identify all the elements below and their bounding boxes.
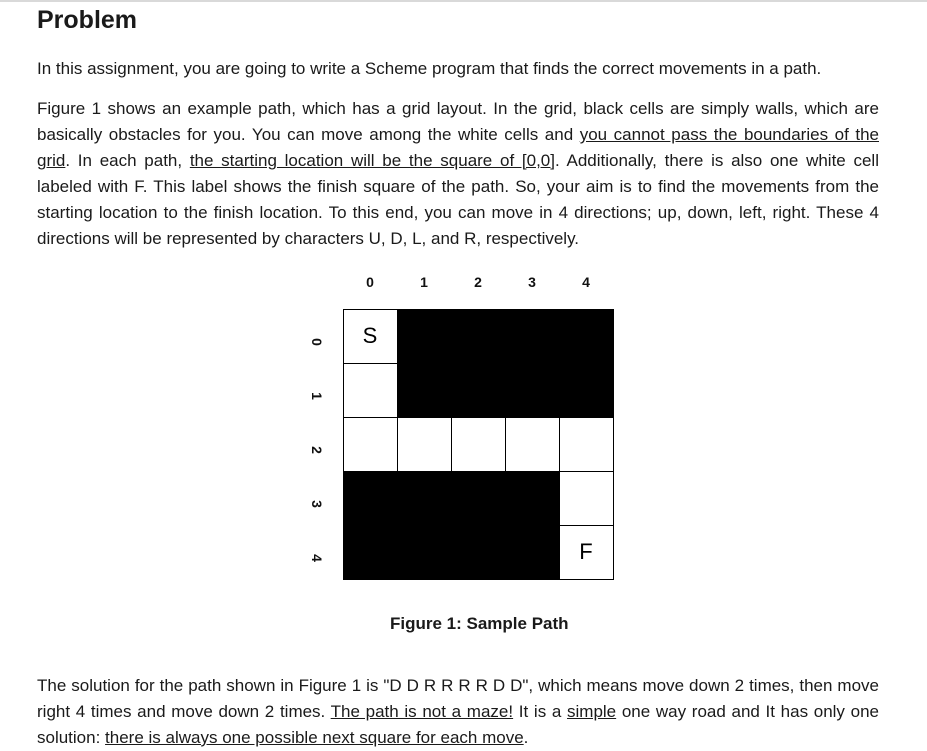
wall-cell	[559, 363, 614, 418]
open-cell	[397, 417, 452, 472]
sol-text-d: .	[523, 728, 529, 747]
sol-underline-next: there is always one possible next square for each move	[105, 728, 524, 747]
desc-text-b: . In each path,	[65, 151, 190, 170]
wall-cell	[451, 363, 506, 418]
start-cell: S	[343, 309, 398, 364]
wall-cell	[451, 525, 506, 580]
row-label-3: 3	[309, 500, 325, 508]
finish-cell: F	[559, 525, 614, 580]
open-cell	[343, 363, 398, 418]
wall-cell	[397, 363, 452, 418]
sol-underline-maze: The path is not a maze!	[330, 702, 514, 721]
open-cell	[559, 417, 614, 472]
row-label-4: 4	[309, 554, 325, 562]
sol-text-b: It is a	[513, 702, 568, 721]
open-cell	[343, 417, 398, 472]
sol-underline-simple: simple	[567, 702, 617, 721]
page-title: Problem	[37, 6, 138, 34]
row-label-1: 1	[309, 392, 325, 400]
wall-cell	[397, 525, 452, 580]
row-label-0: 0	[309, 338, 325, 346]
row-label-2: 2	[309, 446, 325, 454]
desc-text-a: Figure 1 shows an example path, which has a grid layout. In the grid, black cells are simply walls, which are basically obstacles for you. You can move among the white cells and	[37, 99, 879, 144]
solution-paragraph	[37, 673, 879, 751]
figure-caption: Figure 1: Sample Path	[390, 614, 569, 633]
open-cell	[559, 471, 614, 526]
sol-text-c: one way road and It has only one solution:	[37, 702, 879, 747]
wall-cell	[505, 309, 560, 364]
col-label-0: 0	[366, 274, 374, 290]
wall-cell	[397, 471, 452, 526]
sol-text-a: The solution for the path shown in Figure 1 is "D D R R R R D D", which means move down 2 times, then move right 4 times and move down 2 times.	[37, 676, 879, 721]
open-cell	[451, 417, 506, 472]
wall-cell	[451, 309, 506, 364]
wall-cell	[505, 363, 560, 418]
wall-cell	[559, 309, 614, 364]
open-cell	[505, 417, 560, 472]
top-divider	[0, 0, 927, 2]
desc-text-c: . Additionally, there is also one white cell labeled with F. This label shows the finish square of the path. So, your aim is to find the movements from the starting location to the finish location. To this end, you can move in 4 directions; up, down, left, right. These 4 directions will be represented by characters U, D, L, and R, respectively.	[37, 151, 879, 248]
col-label-4: 4	[582, 274, 590, 290]
wall-cell	[505, 525, 560, 580]
col-label-3: 3	[528, 274, 536, 290]
col-label-2: 2	[474, 274, 482, 290]
wall-cell	[451, 471, 506, 526]
intro-paragraph: In this assignment, you are going to write a Scheme program that finds the correct movements in a path.	[37, 59, 822, 78]
desc-underline-boundaries: you cannot pass the boundaries of the grid	[37, 125, 879, 170]
path-grid	[343, 309, 613, 579]
wall-cell	[343, 525, 398, 580]
wall-cell	[397, 309, 452, 364]
wall-cell	[343, 471, 398, 526]
desc-underline-start: the starting location will be the square of [0,0]	[189, 151, 555, 170]
col-label-1: 1	[420, 274, 428, 290]
description-paragraph	[37, 96, 879, 252]
wall-cell	[505, 471, 560, 526]
